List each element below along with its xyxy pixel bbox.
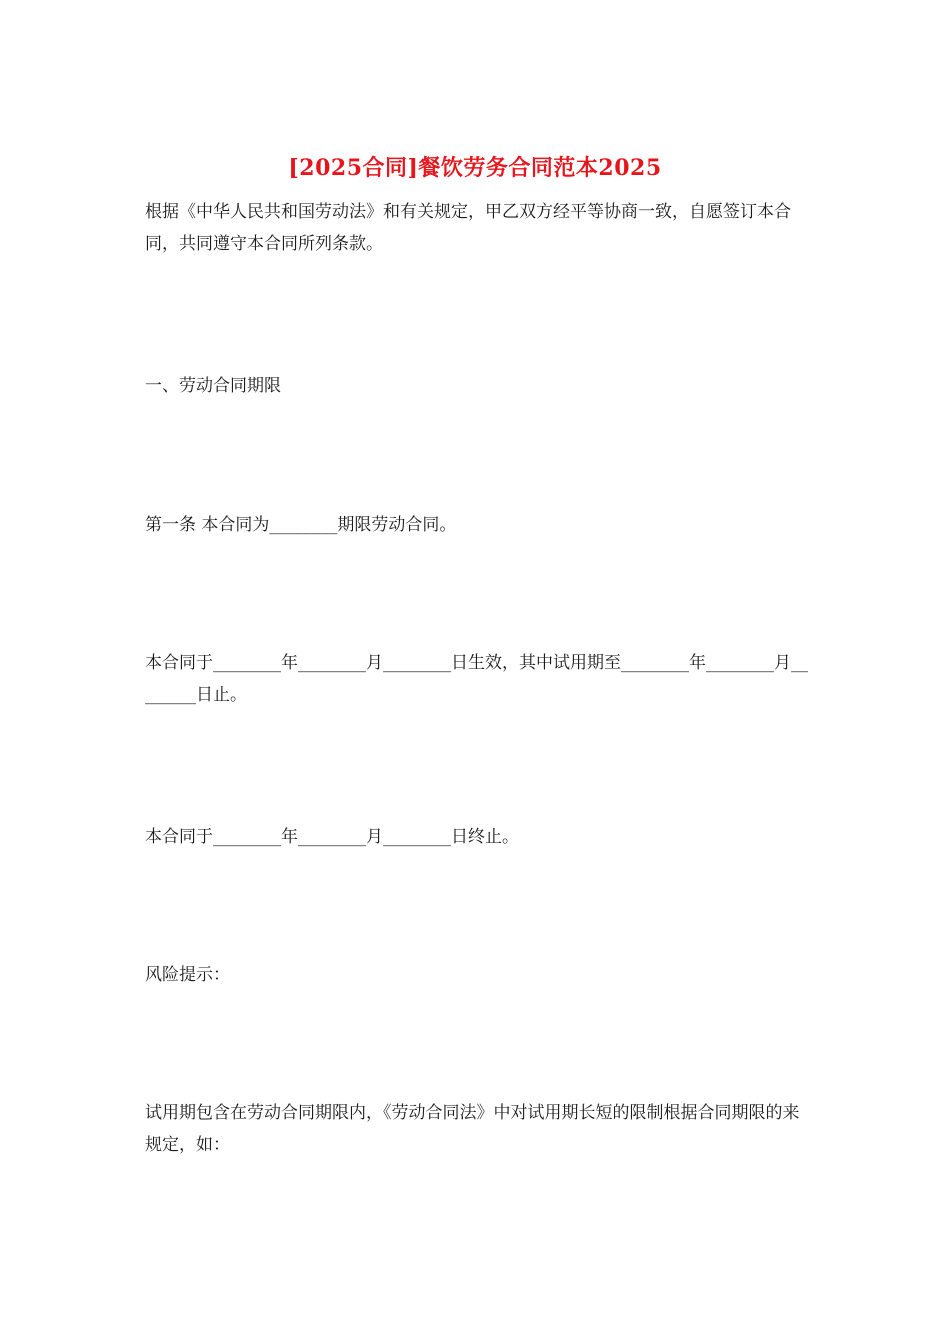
intro-paragraph: 根据《中华人民共和国劳动法》和有关规定，甲乙双方经平等协商一致，自愿签订本合同，共同遵守本合同所列条款。	[145, 202, 791, 254]
article-one-paragraph: 第一条 本合同为________期限劳动合同。	[145, 515, 457, 535]
document-title: [2025合同]餐饮劳务合同范本2025	[288, 155, 662, 181]
termination-date-paragraph: 本合同于________年________月________日终止。	[145, 827, 519, 847]
probation-paragraph: 试用期包含在劳动合同期限内，《劳动合同法》中对试用期长短的限制根据合同期限的来规定，如：	[145, 1103, 800, 1155]
section-heading-term: 一、劳动合同期限	[145, 376, 281, 396]
effective-date-paragraph: 本合同于________年________月________日生效，其中试用期至________年________月________日止。	[145, 653, 808, 705]
risk-notice-label: 风险提示：	[145, 965, 230, 985]
